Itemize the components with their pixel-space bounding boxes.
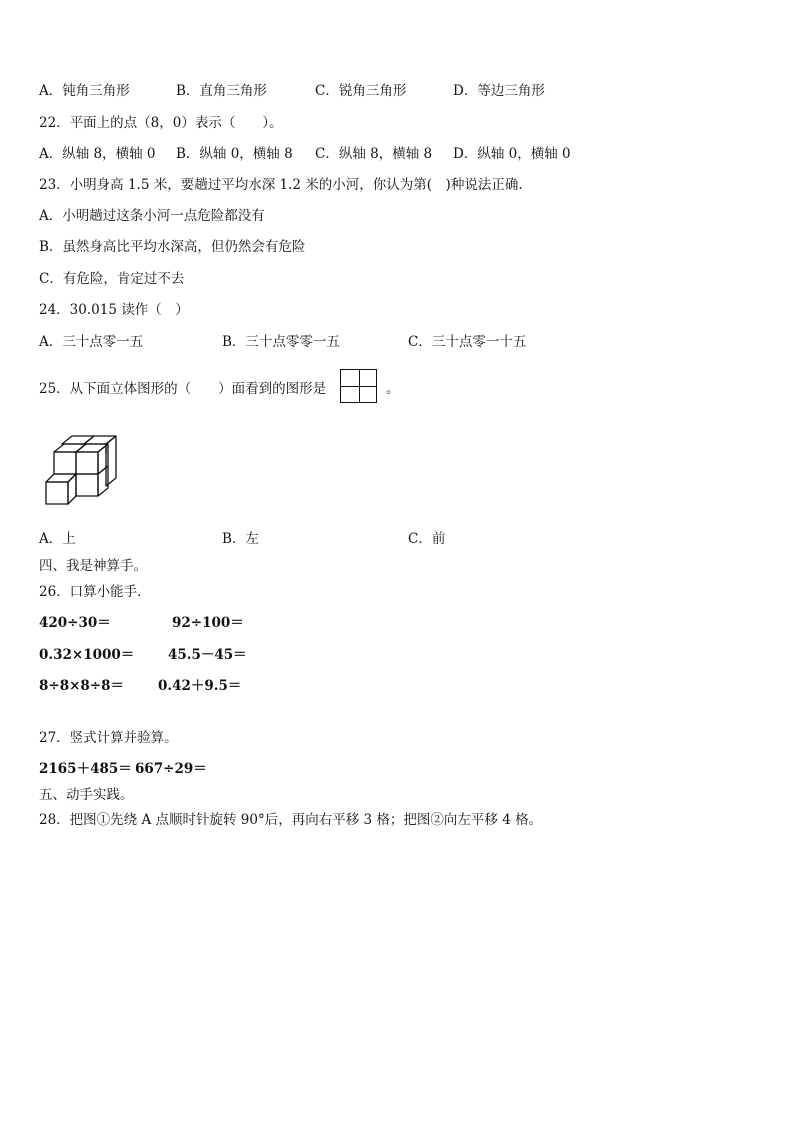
q23-option-c: C．有危险，肯定过不去 [39, 271, 185, 287]
section-4-heading: 四、我是神算手。 [39, 558, 147, 574]
q28-stem: 28．把图①先绕 A 点顺时针旋转 90°后，再向右平移 3 格；把图②向左平移 4 格。 [39, 812, 543, 828]
q23-option-a: A．小明趟过这条小河一点危险都没有 [39, 208, 265, 224]
q27-item-2: 667÷29＝ [135, 761, 207, 777]
q22-option-d: D．纵轴 0，横轴 0 [453, 146, 571, 162]
q22-option-c: C．纵轴 8，横轴 8 [315, 146, 433, 162]
q25-stem: 25．从下面立体图形的（ ）面看到的图形是 [39, 381, 327, 397]
q24-stem: 24．30.015 读作（ ） [39, 302, 189, 318]
section-5-heading: 五、动手实践。 [39, 787, 134, 803]
q27-item-1: 2165＋485＝ [39, 761, 132, 777]
stacked-cubes-figure [42, 432, 122, 510]
q21-option-d: D．等边三角形 [453, 83, 545, 99]
q23-option-b: B．虽然身高比平均水深高，但仍然会有危险 [39, 239, 306, 255]
calc-3-1: 8÷8×8÷8＝ [39, 678, 125, 694]
q21-option-a: A．钝角三角形 [39, 83, 130, 99]
calc-1-2: 92÷100＝ [172, 615, 244, 631]
q24-option-a: A．三十点零一五 [39, 334, 144, 350]
calc-3-2: 0.42＋9.5＝ [158, 678, 242, 694]
q23-stem: 23．小明身高 1.5 米，要趟过平均水深 1.2 米的小河，你认为第( )种说法正确. [39, 177, 523, 193]
four-square-grid-icon [340, 369, 377, 403]
q25-option-c: C．前 [408, 531, 446, 547]
q22-option-a: A．纵轴 8，横轴 0 [39, 146, 156, 162]
q25-option-b: B．左 [222, 531, 259, 547]
calc-2-2: 45.5－45＝ [168, 647, 247, 663]
q25-stem-end: 。 [386, 381, 400, 397]
q21-option-c: C．锐角三角形 [315, 83, 407, 99]
q24-option-b: B．三十点零零一五 [222, 334, 340, 350]
q22-stem: 22．平面上的点（8，0）表示（ ）。 [39, 115, 283, 131]
q25-option-a: A．上 [39, 531, 76, 547]
q27-stem: 27．竖式计算并验算。 [39, 730, 178, 746]
calc-1-1: 420÷30＝ [39, 615, 111, 631]
q21-option-b: B．直角三角形 [176, 83, 267, 99]
q26-stem: 26．口算小能手. [39, 584, 142, 600]
q24-option-c: C．三十点零一十五 [408, 334, 527, 350]
q22-option-b: B．纵轴 0，横轴 8 [176, 146, 293, 162]
calc-2-1: 0.32×1000＝ [39, 647, 135, 663]
